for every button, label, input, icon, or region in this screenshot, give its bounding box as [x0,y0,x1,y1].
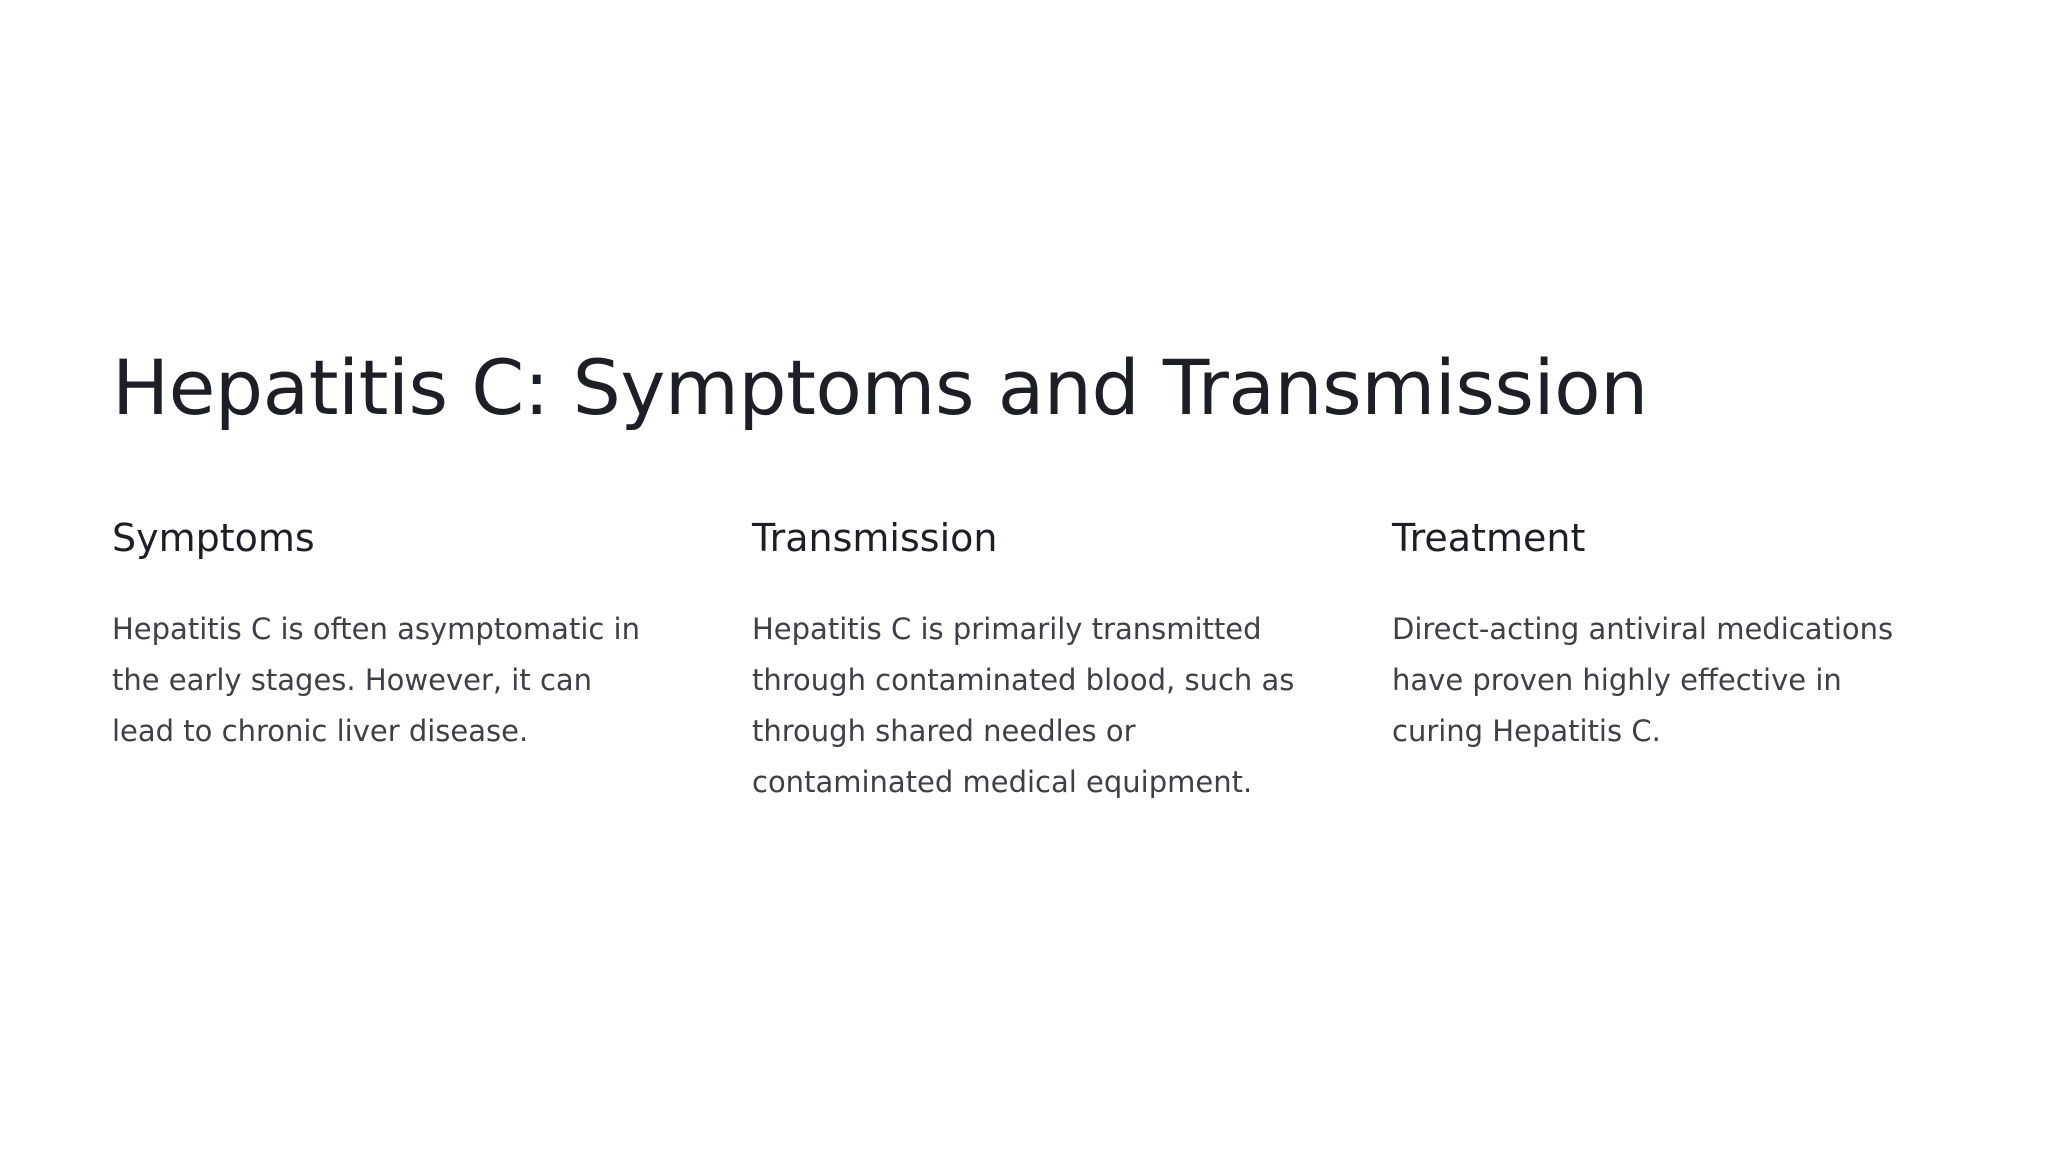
symptoms-section [112,512,662,808]
section-columns [112,512,1942,808]
transmission-section [752,512,1302,808]
symptoms-heading: Symptoms [112,516,315,560]
page-title: Hepatitis C: Symptoms and Transmission [112,343,1648,432]
symptoms-text: Hepatitis C is often asymptomatic in the early stages. However, it can lead to chronic liver disease. [112,612,640,748]
treatment-heading: Treatment [1392,516,1586,560]
transmission-text: Hepatitis C is primarily transmitted through contaminated blood, such as through shared needles or contaminated medical equipment. [752,612,1295,799]
treatment-text: Direct-acting antiviral medications have proven highly effective in curing Hepatitis C. [1392,612,1894,748]
treatment-section [1392,512,1942,808]
transmission-heading: Transmission [752,516,998,560]
